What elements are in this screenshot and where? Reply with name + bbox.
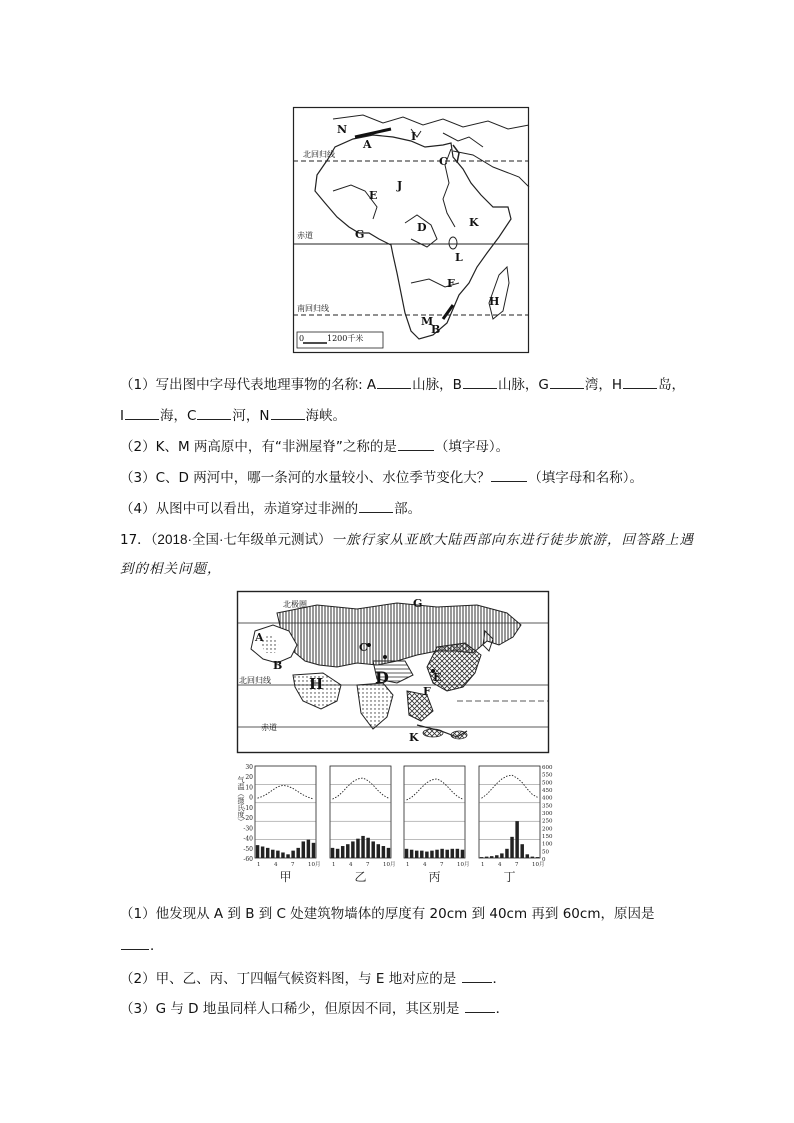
left-axis-label: 气温（摄氏度）	[237, 776, 245, 825]
right-axis-tick: 500	[542, 780, 553, 787]
precip-bar	[500, 853, 503, 858]
month-tick: 10月	[457, 862, 470, 868]
precip-bar	[296, 848, 299, 858]
scale-zero: 0	[299, 334, 305, 343]
precip-bar	[286, 854, 289, 858]
q16-part3-prefix: （3）C、D 两河中，哪一条河的水量较小、水位季节变化大？	[120, 470, 491, 486]
month-tick: 7	[440, 862, 444, 868]
precip-bar	[515, 821, 518, 858]
left-axis-tick: -10	[243, 804, 253, 812]
eurasia-equator-label: 赤道	[261, 723, 277, 732]
climate-panel-name: 乙	[354, 870, 367, 884]
tropic-cancer-label: 北回归线	[303, 150, 335, 159]
q17-intro-line2	[120, 560, 222, 578]
precip-bar	[531, 857, 534, 858]
q17-part2	[120, 969, 506, 988]
q17-intro-text: 一旅行家从亚欧大陆西部向东进行徒步旅游，回答路上遇	[331, 532, 694, 548]
arctic-circle-label: 北极圈	[283, 600, 307, 609]
q16-h-suffix: 岛，	[658, 377, 686, 393]
eurasia-letter-h: H	[309, 675, 324, 693]
answer-blank-b[interactable]	[463, 375, 497, 389]
month-tick: 1	[332, 862, 336, 868]
eurasia-letter-d: D	[375, 668, 389, 687]
climate-panel	[330, 766, 396, 884]
q17-part3	[120, 999, 509, 1018]
answer-blank-q17-2[interactable]	[462, 969, 492, 983]
q17-intro-line1	[120, 531, 694, 549]
climate-panel-name: 丁	[503, 870, 516, 884]
answer-blank-q17-3[interactable]	[465, 999, 495, 1013]
q17-part2-prefix: （2）甲、乙、丙、丁四幅气候资料图，与 E 地对应的是	[120, 971, 457, 987]
answer-blank-n[interactable]	[271, 406, 305, 420]
q16-part4	[120, 499, 421, 518]
q16-part4-suffix: 部。	[394, 501, 422, 517]
precip-bar	[382, 846, 385, 858]
eurasia-letter-e: E	[433, 671, 442, 684]
month-tick: 10月	[383, 862, 396, 868]
precip-bar	[485, 857, 488, 858]
precip-bar	[356, 839, 359, 858]
map-letter-d: D	[417, 221, 427, 234]
tropic-capricorn-label: 南回归线	[297, 304, 329, 313]
q17-part1-line1	[120, 905, 654, 923]
month-tick: 7	[515, 862, 519, 868]
precip-bar	[361, 836, 364, 858]
month-tick: 7	[291, 862, 295, 868]
month-tick: 4	[349, 862, 353, 868]
map-letter-m: M	[421, 315, 434, 328]
right-axis-tick: 550	[542, 772, 553, 779]
climate-panel	[479, 766, 545, 884]
month-tick: 1	[481, 862, 485, 868]
q17-source: （2018·全国·七年级单元测试）	[150, 532, 332, 547]
q17-part3-suffix: ．	[495, 1001, 510, 1017]
month-tick: 4	[498, 862, 502, 868]
precip-bar	[420, 851, 423, 858]
q17-part1-text: （1）他发现从 A 到 B 到 C 处建筑物墙体的厚度有 20cm 到 40cm 再到 60cm，原因是	[120, 906, 655, 922]
right-axis-tick: 0	[542, 857, 546, 863]
month-tick: 4	[274, 862, 278, 868]
q16-part1-line2	[120, 406, 346, 425]
map-letter-i: I	[411, 130, 417, 143]
precip-bar	[405, 849, 408, 858]
right-axis-tick: 450	[542, 788, 553, 794]
left-axis-tick: 30	[245, 764, 253, 771]
precip-bar	[366, 838, 369, 858]
precip-bar	[430, 851, 433, 858]
answer-blank-q16-4[interactable]	[359, 499, 393, 513]
q17-intro-text-2: 到的相关问题，	[120, 561, 222, 577]
map-letter-a: A	[363, 138, 372, 151]
right-axis-tick: 300	[542, 811, 553, 817]
map-letter-n: N	[337, 123, 348, 136]
q16-i-suffix: 海，C	[159, 408, 197, 424]
eurasia-map	[237, 591, 549, 753]
left-axis-tick: -60	[243, 856, 253, 863]
q17-part2-suffix: ．	[492, 971, 506, 987]
right-axis-tick: 150	[542, 834, 553, 840]
map-letter-k: K	[469, 216, 479, 229]
answer-blank-q16-3[interactable]	[491, 468, 527, 482]
precip-bar	[271, 850, 274, 858]
precip-bar	[456, 849, 459, 858]
precip-bar	[377, 844, 380, 858]
q16-part1-line1	[120, 375, 685, 394]
precip-bar	[261, 847, 264, 859]
q16-g-suffix: 湾，H	[584, 377, 623, 393]
q16-part2	[120, 437, 509, 456]
answer-blank-i[interactable]	[125, 406, 159, 420]
precip-bar	[341, 846, 344, 858]
answer-blank-h[interactable]	[623, 375, 657, 389]
month-tick: 10月	[308, 862, 321, 868]
left-axis-tick: 0	[249, 794, 253, 802]
answer-blank-a[interactable]	[377, 375, 411, 389]
precip-bar	[346, 844, 349, 858]
left-axis-tick: -40	[243, 835, 253, 843]
q16-part2-prefix: （2）K、M 两高原中，有“非洲屋脊”之称的是	[120, 439, 397, 455]
q16-b-suffix: 山脉，G	[497, 377, 549, 393]
left-axis-tick: -20	[243, 815, 253, 823]
precip-bar	[536, 857, 539, 858]
answer-blank-g[interactable]	[550, 375, 584, 389]
precip-bar	[445, 850, 448, 858]
precip-bar	[526, 854, 529, 858]
q16-a-suffix: 山脉，B	[412, 377, 462, 393]
precip-bar	[461, 850, 464, 858]
climate-panel	[404, 766, 470, 884]
precip-bar	[331, 848, 334, 858]
precip-bar	[336, 849, 339, 858]
right-axis-tick: 100	[542, 841, 553, 848]
climate-panel-name: 甲	[279, 870, 292, 884]
eurasia-tropic-cancer-label: 北回归线	[239, 676, 271, 685]
left-axis-tick: -30	[243, 825, 253, 833]
precip-bar	[490, 856, 493, 858]
map-letter-c: C	[439, 155, 448, 168]
precip-bar	[276, 851, 279, 858]
precip-bar	[415, 851, 418, 858]
right-axis-tick: 350	[542, 803, 553, 810]
q16-part1-prefix: （1）写出图中字母代表地理事物的名称: A	[120, 377, 377, 393]
right-axis-tick: 600	[542, 765, 553, 771]
q16-c-suffix: 河，N	[232, 408, 270, 424]
precip-bar	[520, 844, 523, 858]
precip-bar	[351, 841, 354, 858]
q16-line2-prefix: I	[120, 408, 124, 424]
precip-bar	[451, 849, 454, 858]
month-tick: 4	[423, 862, 427, 868]
eurasia-letter-a: A	[255, 631, 264, 644]
precip-bar	[266, 848, 269, 858]
map-letter-b: B	[431, 323, 441, 336]
africa-map	[293, 107, 529, 353]
precip-bar	[510, 837, 513, 858]
climate-panel-name: 丙	[428, 870, 441, 884]
left-axis-tick: 10	[245, 784, 253, 792]
precip-bar	[256, 845, 259, 858]
left-axis-tick: 20	[245, 774, 253, 782]
right-axis-tick: 50	[542, 849, 549, 856]
q16-n-suffix: 海峡。	[305, 408, 347, 424]
right-axis-tick: 250	[542, 818, 553, 825]
map-letter-f: F	[447, 277, 455, 290]
month-tick: 1	[406, 862, 410, 868]
answer-blank-q16-2[interactable]	[398, 437, 434, 451]
scale-value: 1200千米	[327, 334, 364, 343]
climate-panel	[255, 766, 321, 884]
month-tick: 10月	[532, 862, 545, 868]
eurasia-letter-c: C	[359, 641, 368, 654]
q16-part3-suffix: （填字母和名称）。	[528, 470, 643, 486]
right-axis-tick: 200	[542, 826, 553, 833]
precip-bar	[291, 851, 294, 858]
right-axis-tick: 400	[542, 795, 553, 802]
precip-bar	[281, 852, 284, 858]
answer-blank-c[interactable]	[197, 406, 231, 420]
q17-part1-suffix: ．	[150, 938, 164, 954]
month-tick: 1	[257, 862, 261, 868]
eurasia-letter-g: G	[413, 597, 423, 610]
map-letter-h: H	[489, 295, 500, 308]
precip-bar	[480, 857, 483, 858]
map-letter-l: L	[455, 251, 463, 264]
q17-part3-prefix: （3）G 与 D 地虽同样人口稀少，但原因不同，其区别是	[120, 1001, 460, 1017]
precip-bar	[387, 848, 390, 858]
climate-charts	[237, 762, 553, 892]
q16-part3	[120, 468, 643, 487]
map-letter-e: E	[369, 189, 378, 202]
precip-bar	[302, 841, 305, 858]
precip-bar	[425, 852, 428, 858]
answer-blank-q17-1[interactable]	[121, 936, 149, 950]
map-letter-j: J	[397, 179, 403, 192]
precip-bar	[440, 849, 443, 858]
left-axis-tick: -50	[243, 845, 253, 853]
eurasia-letter-b: B	[273, 659, 283, 672]
precip-bar	[495, 855, 498, 858]
q17-part1-line2	[120, 936, 164, 955]
q16-part2-suffix: （填字母）。	[434, 439, 510, 455]
q17-number: 17．	[120, 532, 151, 548]
eurasia-letter-k: K	[409, 731, 419, 744]
month-tick: 7	[366, 862, 370, 868]
precip-bar	[435, 850, 438, 858]
precip-bar	[410, 850, 413, 858]
precip-bar	[312, 843, 315, 858]
q16-part4-prefix: （4）从图中可以看出，赤道穿过非洲的	[120, 501, 359, 517]
eurasia-letter-f: F	[423, 685, 431, 698]
precip-bar	[371, 841, 374, 858]
map-letter-g: G	[355, 228, 365, 241]
precip-bar	[505, 849, 508, 858]
equator-label: 赤道	[297, 231, 313, 240]
precip-bar	[307, 840, 310, 858]
